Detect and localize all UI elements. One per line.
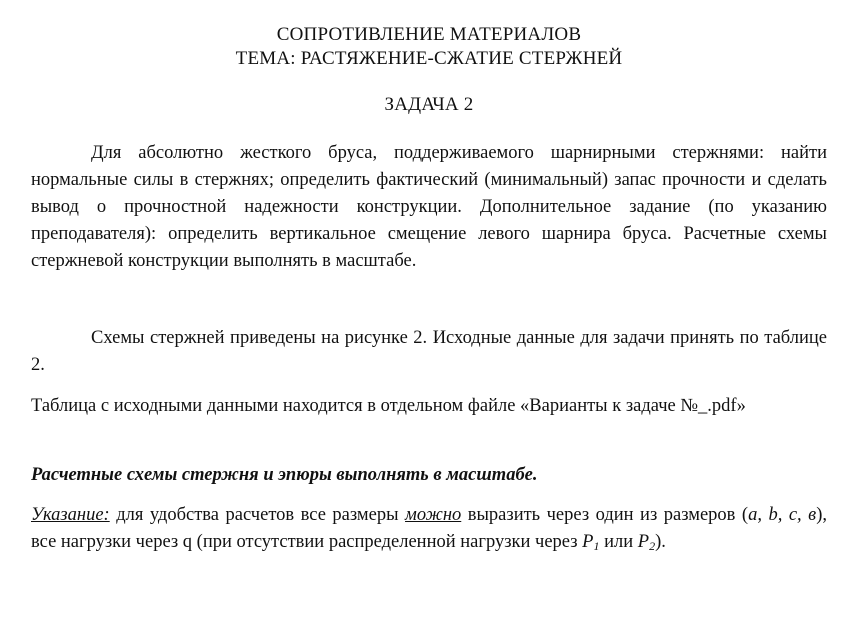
document-page	[31, 0, 827, 619]
load-p2-subscript: 2	[649, 539, 656, 553]
instruction-text-3: ), все нагрузки через q (при отсутствии распределенной нагрузки через	[31, 505, 828, 552]
instruction-text-1: для удобства расчетов все размеры	[109, 505, 406, 525]
load-p1-letter: P	[582, 532, 594, 552]
subject-heading: СОПРОТИВЛЕНИЕ МАТЕРИАЛОВ	[276, 24, 582, 45]
topic-heading: ТЕМА: РАСТЯЖЕНИЕ-СЖАТИЕ СТЕРЖНЕЙ	[235, 48, 623, 69]
instruction-emphasis: можно	[405, 505, 462, 525]
instruction-text-4: или	[599, 532, 638, 552]
instruction-paragraph	[31, 502, 827, 556]
load-p1-subscript: 1	[593, 539, 600, 553]
schemes-reference-paragraph: Схемы стержней приведены на рисунке 2. Исходные данные для задачи принять по таблице 2.	[31, 328, 827, 375]
load-p2-letter: P	[637, 532, 650, 552]
dimension-letters: a, b, c, в	[748, 505, 817, 525]
task-description-paragraph: Для абсолютно жесткого бруса, поддерживаемого шарнирными стержнями: найти нормальные силы в стержнях; определить фактический (минимальный) запас прочности и сделать вывод о прочностной надежности конструкции. Дополнительное задание (по указанию преподавателя): определить вертикальное смещение левого шарнира бруса. Расчетные схемы стержневой конструкции выполнять в масштабе.	[31, 143, 827, 271]
instruction-text-5: ).	[655, 532, 666, 552]
data-file-paragraph: Таблица с исходными данными находится в отдельном файле «Варианты к задаче №_.pdf»	[31, 396, 746, 416]
instruction-label: Указание:	[31, 505, 110, 525]
instruction-text-2: выразить через один из размеров (	[461, 505, 749, 525]
scale-requirement-paragraph: Расчетные схемы стержня и эпюры выполнять в масштабе.	[31, 465, 538, 485]
task-heading: ЗАДАЧА 2	[384, 94, 474, 115]
